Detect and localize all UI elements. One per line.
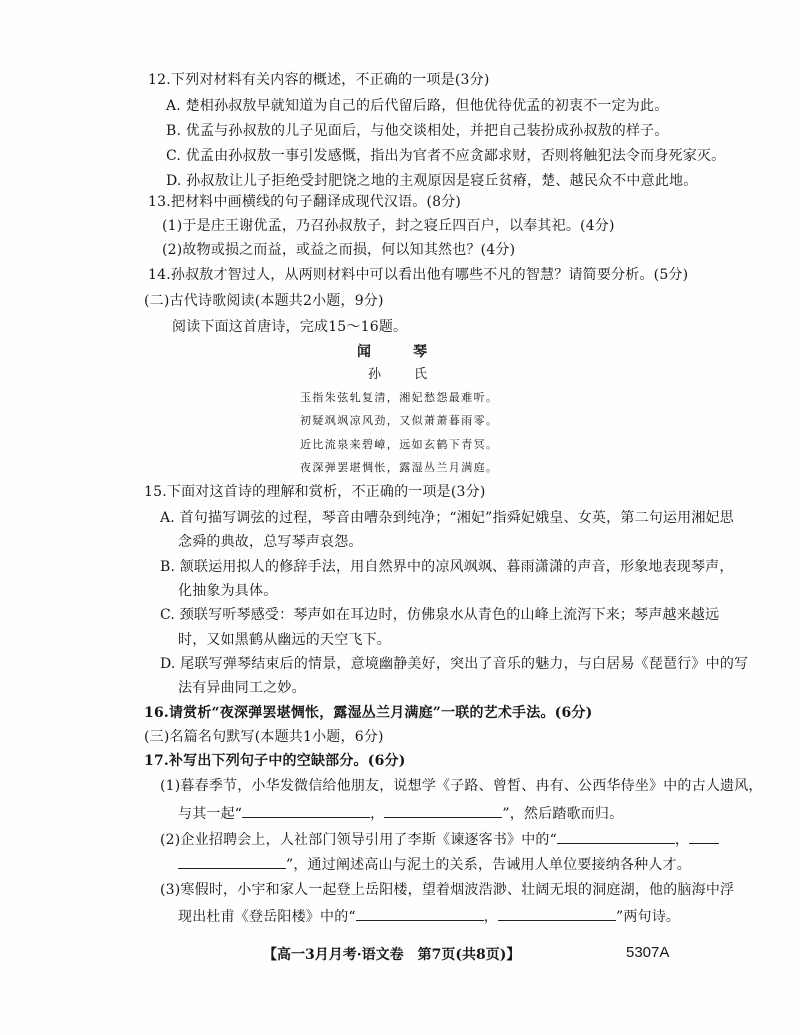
q12-option-d: D. 孙叔敖让儿子拒绝受封肥饶之地的主观原因是寝丘贫瘠，楚、越民众不中意此地。: [166, 173, 698, 189]
poem-line: 初疑飒飒凉风劲，又似萧萧暮雨零。: [300, 414, 499, 427]
separator: ，: [370, 806, 385, 822]
separator: ，: [483, 909, 498, 925]
q17-part-1-suffix: ”，然后踏歌而归。: [502, 806, 624, 822]
q13-stem: 13.把材料中画横线的句子翻译成现代汉语。(8分): [148, 194, 462, 210]
q15-stem: 15.下面对这首诗的理解和赏析，不正确的一项是(3分): [144, 484, 486, 500]
q17-part-2-suffix: ”，通过阐述高山与泥土的关系，告诫用人单位要接纳各种人才。: [286, 857, 691, 873]
q17-part-2-prefix: (2)企业招聘会上，人社部门领导引用了李斯《谏逐客书》中的“: [160, 832, 557, 848]
q15-option-a-cont: 念舜的典故，总写琴声哀怨。: [178, 534, 363, 550]
section-3-heading: (三)名篇名句默写(本题共1小题，6分): [144, 729, 384, 745]
q15-option-b-cont: 化抽象为具体。: [178, 583, 278, 599]
q16-stem: 16.请赏析“夜深弹罢堪惆怅，露湿丛兰月满庭”一联的艺术手法。(6分): [144, 705, 593, 721]
q17-part-1-prefix: 与其一起“: [178, 806, 243, 822]
answer-blank[interactable]: [557, 829, 675, 844]
answer-blank-cont[interactable]: [178, 854, 286, 869]
poem-author: 孙 氏: [368, 367, 438, 382]
q15-option-c-cont: 时，又如黑鹤从幽远的天空飞下。: [178, 632, 391, 648]
q17-part-1-line-2: [178, 803, 623, 823]
q17-stem: 17.补写出下列句子中的空缺部分。(6分): [144, 753, 406, 769]
q17-part-1: (1)暮春季节，小华发微信给他朋友，说想学《子路、曾皙、冉有、公西华侍坐》中的古人遗风，: [160, 778, 763, 794]
q17-part-2: [160, 829, 719, 849]
page-footer: 【高一3月月考·语文卷 第7页(共8页)】: [263, 947, 521, 963]
answer-blank[interactable]: [356, 906, 484, 921]
q17-part-3-suffix: ”两句诗。: [615, 909, 681, 925]
q13-sentence-2: (2)故物或损之而益，或益之而损，何以知其然也？(4分): [162, 242, 516, 258]
q17-part-3-line-2: [178, 906, 680, 926]
q12-option-c: C. 优孟由孙叔敖一事引发感慨，指出为官者不应贪鄙求财，否则将触犯法令而身死家灭。: [166, 148, 726, 164]
poem-line: 夜深弹罢堪惆怅，露湿丛兰月满庭。: [300, 461, 499, 474]
answer-blank[interactable]: [498, 906, 616, 921]
poem-line: 玉指朱弦轧复清，湘妃愁怨最难听。: [300, 391, 499, 404]
answer-blank[interactable]: [689, 829, 719, 844]
poem-title: 闻 琴: [357, 344, 441, 360]
q17-part-3: (3)寒假时，小宇和家人一起登上岳阳楼，望着烟波浩渺、壮阔无垠的洞庭湖，他的脑海中浮: [160, 882, 735, 898]
answer-blank[interactable]: [242, 803, 370, 818]
separator: ，: [675, 832, 690, 848]
q17-part-3-prefix: 现出杜甫《登岳阳楼》中的“: [178, 909, 356, 925]
q12-option-a: A. 楚相孙叔敖早就知道为自己的后代留后路，但他优待优孟的初衷不一定为此。: [166, 98, 669, 114]
answer-blank[interactable]: [384, 803, 502, 818]
q15-option-d: D. 尾联写弹琴结束后的情景，意境幽静美好，突出了音乐的魅力，与白居易《琵琶行》中的写: [160, 656, 749, 672]
q12-option-b: B. 优孟与孙叔敖的儿子见面后，与他交谈相处，并把自己装扮成孙叔敖的样子。: [166, 123, 669, 139]
q15-option-b: B. 颔联运用拟人的修辞手法，用自然界中的凉风飒飒、暮雨潇潇的声音，形象地表现琴声，: [160, 559, 734, 575]
q17-part-2-line-2: [178, 854, 691, 874]
poem-line: 近比流泉来碧嶂，远如玄鹤下青冥。: [300, 438, 499, 451]
section-2-heading: (二)古代诗歌阅读(本题共2小题，9分): [144, 293, 384, 309]
q15-option-c: C. 颈联写听琴感受：琴声如在耳边时，仿佛泉水从青色的山峰上流泻下来；琴声越来越远: [160, 607, 720, 623]
q14-stem: 14.孙叔敖才智过人，从两则材料中可以看出他有哪些不凡的智慧？请简要分析。(5分): [148, 267, 689, 283]
section-2-intro: 阅读下面这首唐诗，完成15～16题。: [172, 319, 408, 335]
exam-code: 5307A: [626, 944, 670, 961]
q15-option-a: A. 首句描写调弦的过程，琴音由嘈杂到纯净；“湘妃”指舜妃娥皇、女英，第二句运用湘妃思: [160, 510, 734, 526]
q15-option-d-cont: 法有异曲同工之妙。: [178, 680, 306, 696]
q13-sentence-1: (1)于是庄王谢优孟，乃召孙叔敖子，封之寝丘四百户，以奉其祀。(4分): [162, 218, 615, 234]
q12-stem: 12.下列对材料有关内容的概述，不正确的一项是(3分): [148, 72, 490, 88]
